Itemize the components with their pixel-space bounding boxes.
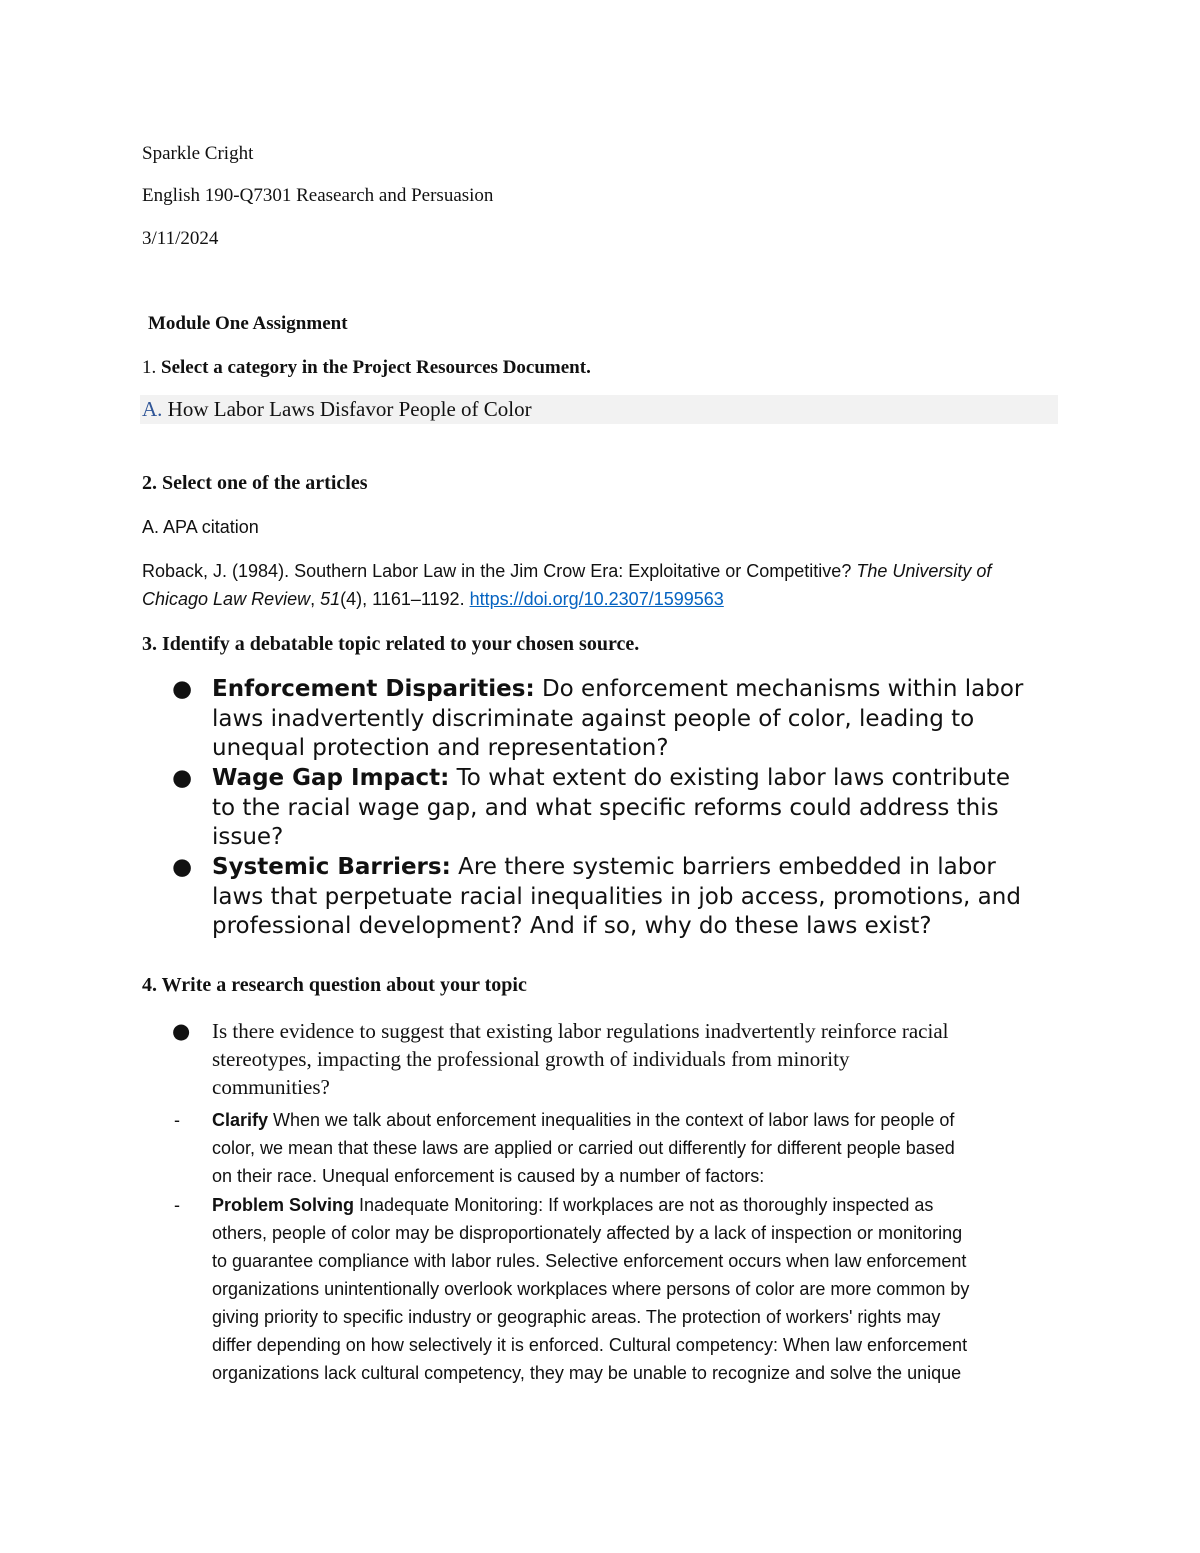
bullet-icon: ●: [172, 854, 193, 880]
bullet-label: Systemic Barriers:: [212, 854, 451, 880]
problem-solving-label: Problem Solving: [212, 1195, 355, 1215]
clarify-label: Clarify: [212, 1110, 269, 1130]
bullet-line: [212, 675, 1062, 705]
problem-solving-item: [174, 1191, 1062, 1387]
topic-bullet: [172, 853, 1062, 942]
question-4: 4. Write a research question about your topic: [142, 974, 527, 996]
topic-bullet: [172, 764, 1062, 853]
citation-journal-cont: Chicago Law Review: [142, 589, 311, 609]
question-1: [142, 357, 591, 379]
topic-bullet: [172, 675, 1062, 764]
problem-line: differ depending on how selectively it is enforced. Cultural competency: When law enforcement: [212, 1335, 968, 1355]
research-question-line: stereotypes, impacting the professional growth of individuals from minority: [212, 1047, 850, 1071]
citation-text: Roback, J. (1984). Southern Labor Law in the Jim Crow Era: Exploitative or Competitive?: [142, 561, 857, 581]
author-name: Sparkle Cright: [142, 143, 254, 164]
question-2: 2. Select one of the articles: [142, 472, 368, 494]
bullet-text: Are there systemic barriers embedded in labor: [450, 854, 996, 880]
bullet-label: Wage Gap Impact:: [212, 765, 450, 791]
question-3: 3. Identify a debatable topic related to your chosen source.: [142, 633, 640, 655]
question-1-number: 1.: [142, 357, 157, 378]
bullet-line: laws inadvertently discriminate against people of color, leading to: [212, 705, 975, 732]
answer-letter: A.: [142, 397, 163, 421]
document-title: Module One Assignment: [148, 313, 348, 334]
doi-link[interactable]: https://doi.org/10.2307/1599563: [469, 589, 724, 609]
problem-line: [212, 1191, 1062, 1219]
problem-line: giving priority to specific industry or geographic areas. The protection of workers' rights may: [212, 1307, 941, 1327]
bullet-label: Enforcement Disparities:: [212, 676, 535, 702]
bullet-icon: ●: [172, 676, 193, 702]
question-1-answer: [142, 397, 532, 422]
citation-sep: ,: [310, 589, 321, 609]
citation-line-2: [142, 589, 724, 610]
bullet-line: professional development? And if so, why do these laws exist?: [212, 913, 932, 939]
bullet-line: laws that perpetuate racial inequalities in job access, promotions, and: [212, 883, 1021, 910]
clarify-line: color, we mean that these laws are applied or carried out differently for different people based: [212, 1138, 955, 1158]
citation-line-1: [142, 561, 991, 582]
bullet-line: issue?: [212, 824, 284, 850]
bullet-line: [212, 764, 1062, 794]
bullet-line: [212, 853, 1062, 883]
problem-line: organizations lack cultural competency, they may be unable to recognize and solve the unique: [212, 1363, 962, 1383]
answer-text: How Labor Laws Disfavor People of Color: [167, 397, 532, 421]
research-question-line: communities?: [212, 1075, 330, 1099]
research-question: [172, 1017, 1062, 1101]
citation-pages: (4), 1161–1192.: [340, 589, 470, 609]
problem-line: organizations unintentionally overlook workplaces where persons of color are more common by: [212, 1279, 970, 1299]
dash-icon: -: [174, 1110, 180, 1130]
citation-journal: The University of: [856, 561, 992, 581]
question-1-text: Select a category in the Project Resources Document.: [161, 357, 591, 378]
course-name: English 190-Q7301 Reasearch and Persuasion: [142, 185, 494, 206]
bullet-text: To what extent do existing labor laws contribute: [449, 765, 1011, 791]
citation-volume: 51: [320, 589, 341, 609]
clarify-line: [212, 1106, 1062, 1134]
problem-text: Inadequate Monitoring: If workplaces are not as thoroughly inspected as: [354, 1195, 934, 1215]
clarify-item: [174, 1106, 1062, 1190]
bullet-text: Do enforcement mechanisms within labor: [534, 676, 1024, 702]
clarify-text: When we talk about enforcement inequalities in the context of labor laws for people of: [268, 1110, 955, 1130]
bullet-line: unequal protection and representation?: [212, 735, 669, 761]
problem-line: to guarantee compliance with labor rules. Selective enforcement occurs when law enforcement: [212, 1251, 967, 1271]
bullet-line: to the racial wage gap, and what specific reforms could address this: [212, 794, 999, 821]
document-date: 3/11/2024: [142, 228, 219, 249]
clarify-line: on their race. Unequal enforcement is caused by a number of factors:: [212, 1166, 765, 1186]
bullet-icon: ●: [172, 765, 193, 791]
bullet-icon: ●: [172, 1019, 191, 1043]
problem-line: others, people of color may be disproportionately affected by a lack of inspection or monitoring: [212, 1223, 963, 1243]
apa-citation-label: A. APA citation: [142, 517, 259, 537]
dash-icon: -: [174, 1195, 180, 1215]
research-question-line: Is there evidence to suggest that existing labor regulations inadvertently reinforce racial: [212, 1019, 949, 1043]
